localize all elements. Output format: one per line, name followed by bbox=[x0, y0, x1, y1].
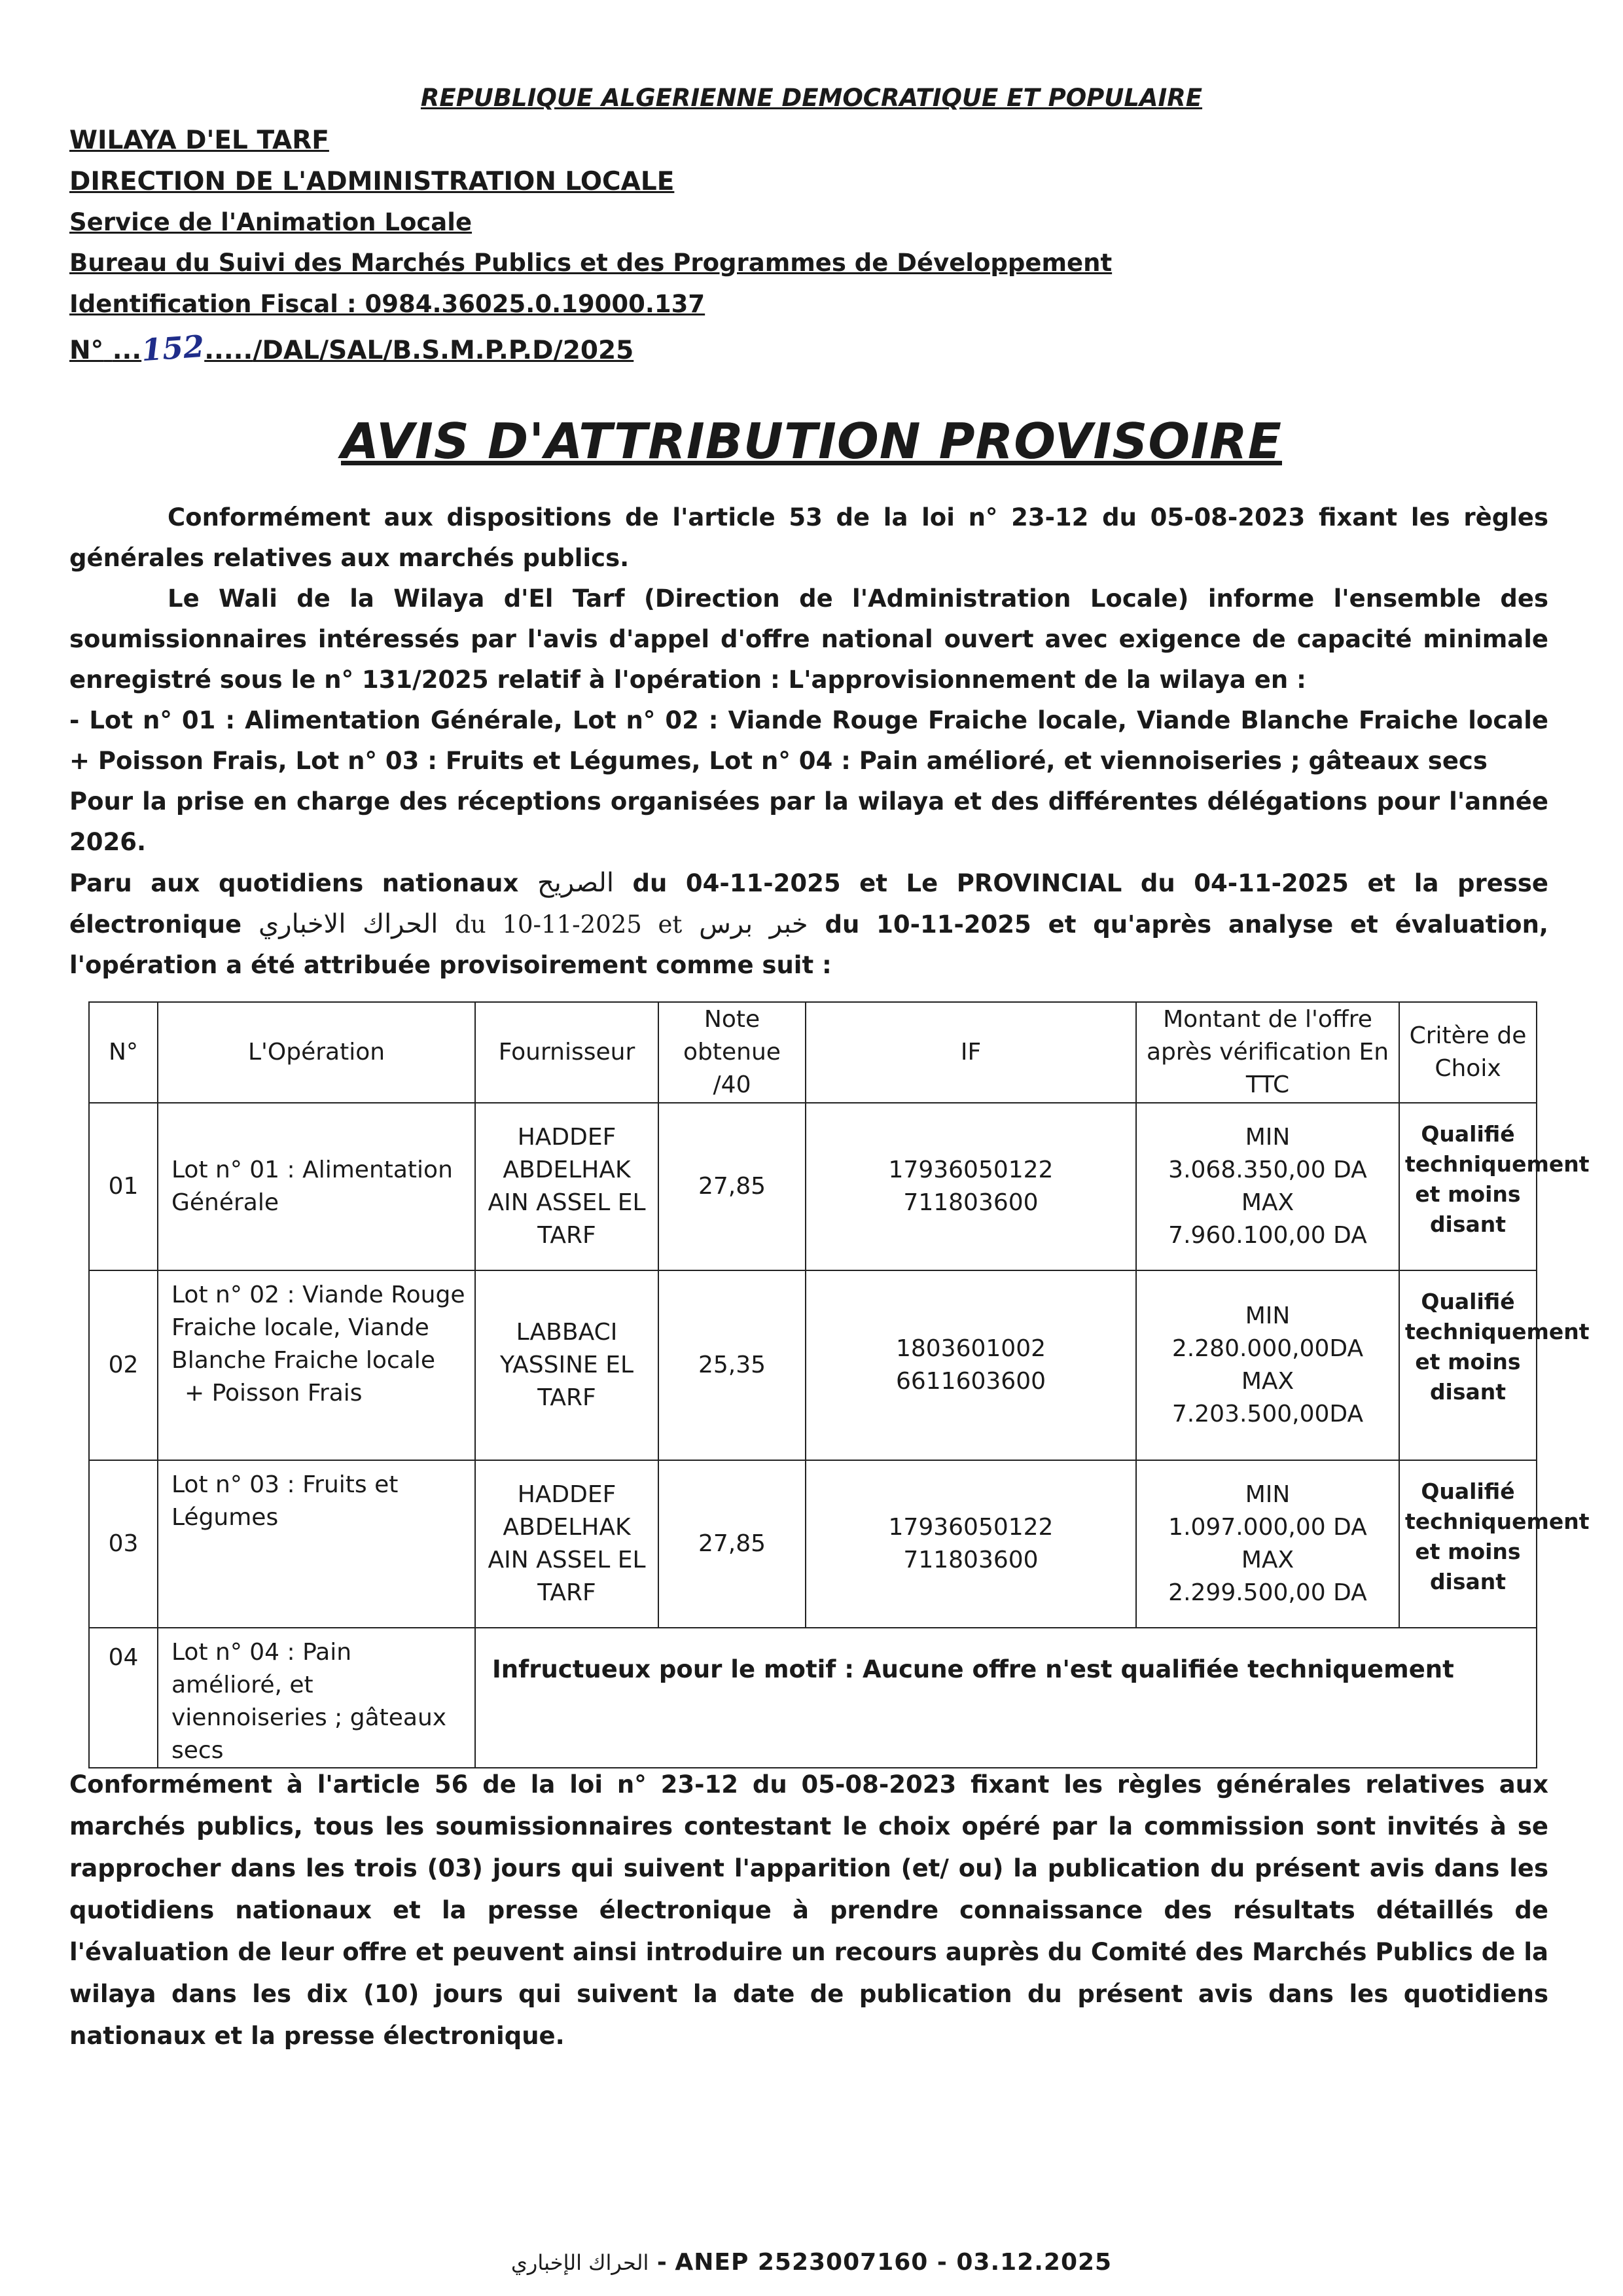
table-row bbox=[89, 1628, 1537, 1768]
reference-prefix: N° bbox=[69, 336, 104, 365]
table-row bbox=[89, 1103, 1537, 1270]
direction-heading: DIRECTION DE L'ADMINISTRATION LOCALE bbox=[69, 167, 675, 196]
header-note: Note obtenue /40 bbox=[658, 1002, 806, 1103]
row-no: 01 bbox=[89, 1103, 158, 1270]
document-title: AVIS D'ATTRIBUTION PROVISOIRE bbox=[341, 412, 1282, 470]
row-if: 17936050122 711803600 bbox=[806, 1103, 1136, 1270]
header-criteria: Critère de Choix bbox=[1399, 1002, 1537, 1103]
row-note: 27,85 bbox=[658, 1103, 806, 1270]
intro-paragraph-4: Pour la prise en charge des réceptions organisées par la wilaya et des différentes délégations pour l'année 2026. bbox=[69, 787, 1548, 856]
row-criteria: Qualifié techniquement et moins disant bbox=[1399, 1270, 1537, 1460]
intro-paragraph-1: Conformément aux dispositions de l'article 53 de la loi n° 23-12 du 05-08-2023 fixant les règles générales relatives aux marchés publics. bbox=[69, 503, 1548, 572]
intro-text bbox=[69, 497, 1548, 986]
row-if: 17936050122 711803600 bbox=[806, 1460, 1136, 1628]
wilaya-heading: WILAYA D'EL TARF bbox=[69, 126, 329, 155]
intro-paragraph-2: Le Wali de la Wilaya d'El Tarf (Direction de l'Administration Locale) informe l'ensemble des soumissionnaires intéressés par l'avis d'appel d'offre national ouvert avec exigence de capacité minimale enregistré sous le n° 131/2025 relatif à l'opération : L'approvisionnement de la wilaya en : bbox=[69, 584, 1548, 694]
header-if: IF bbox=[806, 1002, 1136, 1103]
fiscal-id: Identification Fiscal : 0984.36025.0.19000.137 bbox=[69, 290, 705, 318]
header-operation: L'Opération bbox=[158, 1002, 475, 1103]
arabic-newspaper-1: الصريح bbox=[537, 868, 614, 898]
row-operation: Lot n° 03 : Fruits et Légumes bbox=[158, 1460, 475, 1628]
table-row bbox=[89, 1460, 1537, 1628]
row-operation: Lot n° 01 : Alimentation Générale bbox=[158, 1103, 475, 1270]
row-operation: Lot n° 04 : Pain amélioré, et viennoiseries ; gâteaux secs bbox=[158, 1628, 475, 1768]
row-note: 27,85 bbox=[658, 1460, 806, 1628]
unsuccessful-notice: Infructueux pour le motif : Aucune offre n'est qualifiée techniquement bbox=[475, 1628, 1537, 1768]
reference-number: N° ...152...../DAL/SAL/B.S.M.P.P.D/2025 bbox=[69, 328, 634, 368]
row-supplier: LABBACI YASSINE EL TARF bbox=[475, 1270, 658, 1460]
row-amount: MIN 1.097.000,00 DA MAX 2.299.500,00 DA bbox=[1136, 1460, 1399, 1628]
reference-suffix: /DAL/SAL/B.S.M.P.P.D/2025 bbox=[253, 336, 634, 365]
bureau-heading: Bureau du Suivi des Marchés Publics et des Programmes de Développement bbox=[69, 249, 1113, 277]
attribution-table bbox=[88, 1001, 1590, 1768]
row-no: 04 bbox=[89, 1628, 158, 1768]
row-note: 25,35 bbox=[658, 1270, 806, 1460]
footer bbox=[0, 2249, 1623, 2276]
row-supplier: HADDEF ABDELHAK AIN ASSEL EL TARF bbox=[475, 1460, 658, 1628]
footer-text: - ANEP 2523007160 - 03.12.2025 bbox=[656, 2249, 1113, 2276]
row-no: 03 bbox=[89, 1460, 158, 1628]
row-no: 02 bbox=[89, 1270, 158, 1460]
row-criteria: Qualifié techniquement et moins disant bbox=[1399, 1103, 1537, 1270]
closing-paragraph: Conformément à l'article 56 de la loi n° 23-12 du 05-08-2023 fixant les règles générales relatives aux marchés publics, tous les soumissionnaires contestant le choix opéré par la commission sont invités à se rapprocher dans les trois (03) jours qui suivent l'apparition (et/ ou) la publication du présent avis dans les quotidiens nationaux et la presse électronique à prendre connaissance des résultats détaillés de l'évaluation de leur offre et peuvent ainsi introduire un recours auprès du Comité des Marchés Publics de la wilaya dans les dix (10) jours qui suivent la date de publication du présent avis dans les quotidiens nationaux et la presse électronique. bbox=[69, 1770, 1548, 2050]
row-supplier: HADDEF ABDELHAK AIN ASSEL EL TARF bbox=[475, 1103, 658, 1270]
row-amount: MIN 2.280.000,00DA MAX 7.203.500,00DA bbox=[1136, 1270, 1399, 1460]
publication-paragraph: Paru aux quotidiens nationaux الصريح du 04-11-2025 et Le PROVINCIAL du 04-11-2025 et la presse électronique الحراك الاخباري du 10-11-2025 et خبر برس du 10-11-2025 et qu'après analyse et évaluation, l'opération a été attribuée provisoirement comme suit : bbox=[69, 868, 1548, 979]
header-amount: Montant de l'offre après vérification En TTC bbox=[1136, 1002, 1399, 1103]
row-if: 1803601002 6611603600 bbox=[806, 1270, 1136, 1460]
arabic-newspaper-2: الحراك الاخباري bbox=[258, 909, 438, 939]
row-amount: MIN 3.068.350,00 DA MAX 7.960.100,00 DA bbox=[1136, 1103, 1399, 1270]
row-operation: Lot n° 02 : Viande Rouge Fraiche locale, Viande Blanche Fraiche locale + Poisson Frais bbox=[158, 1270, 475, 1460]
handwritten-reference: 152 bbox=[140, 328, 205, 368]
table-row bbox=[89, 1270, 1537, 1460]
lots-list: - Lot n° 01 : Alimentation Générale, Lot n° 02 : Viande Rouge Fraiche locale, Viande Blanche Fraiche locale + Poisson Frais, Lot n° 03 : Fruits et Légumes, Lot n° 04 : Pain amélioré, et viennoiseries ; gâteaux secs bbox=[69, 706, 1548, 775]
table-header-row bbox=[89, 1002, 1537, 1103]
service-heading: Service de l'Animation Locale bbox=[69, 208, 473, 236]
row-criteria: Qualifié techniquement et moins disant bbox=[1399, 1460, 1537, 1628]
arabic-newspaper-3: خبر برس bbox=[699, 909, 808, 939]
header-supplier: Fournisseur bbox=[475, 1002, 658, 1103]
footer-arabic: الحراك الإخباري bbox=[510, 2250, 649, 2275]
header-no: N° bbox=[89, 1002, 158, 1103]
republic-heading: REPUBLIQUE ALGERIENNE DEMOCRATIQUE ET POPULAIRE bbox=[420, 84, 1203, 112]
